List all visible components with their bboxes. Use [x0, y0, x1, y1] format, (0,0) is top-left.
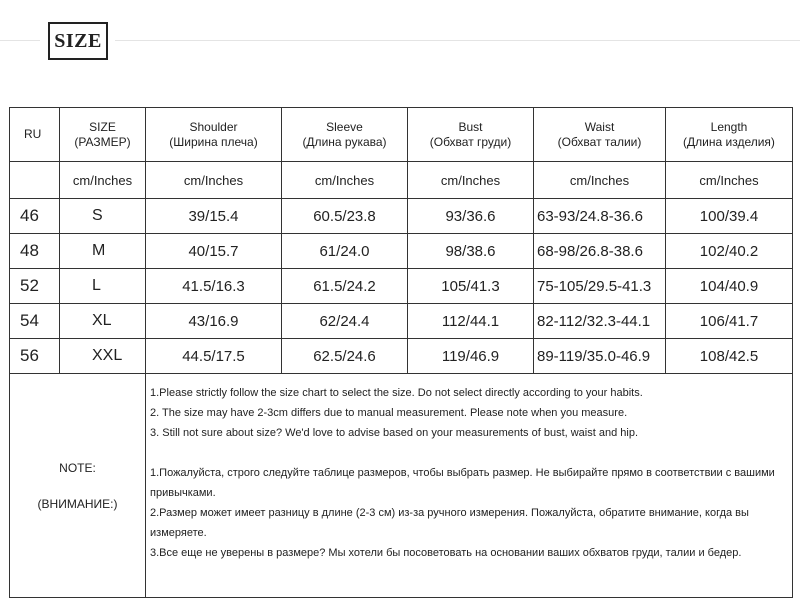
cell-size: XL: [60, 304, 146, 339]
note-en-2: 2. The size may have 2-3cm differs due to manual measurement. Please note when you measure.: [150, 407, 628, 419]
units-bust: cm/Inches: [408, 162, 534, 199]
cell-waist: 82-112/32.3-44.1: [534, 304, 666, 339]
cell-waist: 63-93/24.8-36.6: [534, 199, 666, 234]
cell-length: 106/41.7: [666, 304, 793, 339]
cell-size: S: [60, 199, 146, 234]
note-label: NOTE:: [59, 460, 96, 475]
units-sleeve: cm/Inches: [282, 162, 408, 199]
cell-shoulder: 39/15.4: [146, 199, 282, 234]
cell-bust: 98/38.6: [408, 234, 534, 269]
notes-cell: [146, 374, 793, 598]
cell-length: 104/40.9: [666, 269, 793, 304]
units-ru: [10, 162, 60, 199]
cell-bust: 93/36.6: [408, 199, 534, 234]
header-ru: RU: [10, 108, 60, 162]
cell-shoulder: 41.5/16.3: [146, 269, 282, 304]
cell-size: XXL: [60, 339, 146, 374]
cell-ru: 48: [10, 234, 60, 269]
note-ru-3: 3.Все еще не уверены в размере? Мы хотели бы посоветовать на основании ваших обхватов груди, талии и бедер.: [150, 547, 742, 559]
cell-ru: 56: [10, 339, 60, 374]
note-ru-2: 2.Размер может имеет разницу в длине (2-3 см) из-за ручного измерения. Пожалуйста, обратите внимание, когда вы измеряете.: [150, 507, 749, 539]
header-row: [10, 108, 793, 162]
size-chart-table: [9, 107, 793, 598]
cell-ru: 52: [10, 269, 60, 304]
decorative-line-left: [0, 40, 40, 41]
table-row: [10, 199, 793, 234]
cell-sleeve: 61.5/24.2: [282, 269, 408, 304]
cell-size: M: [60, 234, 146, 269]
note-label-ru: (ВНИМАНИЕ:): [37, 496, 118, 511]
cell-length: 100/39.4: [666, 199, 793, 234]
cell-sleeve: 61/24.0: [282, 234, 408, 269]
cell-bust: 112/44.1: [408, 304, 534, 339]
cell-shoulder: 40/15.7: [146, 234, 282, 269]
note-ru-1: 1.Пожалуйста, строго следуйте таблице размеров, чтобы выбрать размер. Не выбирайте прямо в соответствии с вашими привычками.: [150, 467, 775, 499]
cell-size: L: [60, 269, 146, 304]
units-shoulder: cm/Inches: [146, 162, 282, 199]
cell-bust: 105/41.3: [408, 269, 534, 304]
cell-waist: 68-98/26.8-38.6: [534, 234, 666, 269]
cell-length: 108/42.5: [666, 339, 793, 374]
table-row: [10, 234, 793, 269]
cell-shoulder: 43/16.9: [146, 304, 282, 339]
cell-ru: 46: [10, 199, 60, 234]
decorative-line-right: [115, 40, 800, 41]
cell-bust: 119/46.9: [408, 339, 534, 374]
header-bust: Bust (Обхват груди): [408, 108, 534, 162]
cell-length: 102/40.2: [666, 234, 793, 269]
header-shoulder: Shoulder (Ширина плеча): [146, 108, 282, 162]
units-row: [10, 162, 793, 199]
cell-waist: 75-105/29.5-41.3: [534, 269, 666, 304]
note-en-3: 3. Still not sure about size? We'd love to advise based on your measurements of bust, waist and hip.: [150, 427, 639, 439]
header-waist: Waist (Обхват талии): [534, 108, 666, 162]
note-label-cell: [10, 374, 146, 598]
note-row: [10, 374, 793, 598]
table-row: [10, 269, 793, 304]
table-row: [10, 339, 793, 374]
header-length: Length (Длина изделия): [666, 108, 793, 162]
header-size: SIZE (РАЗМЕР): [60, 108, 146, 162]
cell-sleeve: 60.5/23.8: [282, 199, 408, 234]
table-row: [10, 304, 793, 339]
cell-waist: 89-119/35.0-46.9: [534, 339, 666, 374]
size-title: SIZE: [48, 22, 108, 60]
cell-sleeve: 62.5/24.6: [282, 339, 408, 374]
cell-ru: 54: [10, 304, 60, 339]
units-waist: cm/Inches: [534, 162, 666, 199]
units-size: cm/Inches: [60, 162, 146, 199]
note-en-1: 1.Please strictly follow the size chart to select the size. Do not select directly according to your habits.: [150, 387, 643, 399]
header-sleeve: Sleeve (Длина рукава): [282, 108, 408, 162]
units-length: cm/Inches: [666, 162, 793, 199]
cell-sleeve: 62/24.4: [282, 304, 408, 339]
cell-shoulder: 44.5/17.5: [146, 339, 282, 374]
